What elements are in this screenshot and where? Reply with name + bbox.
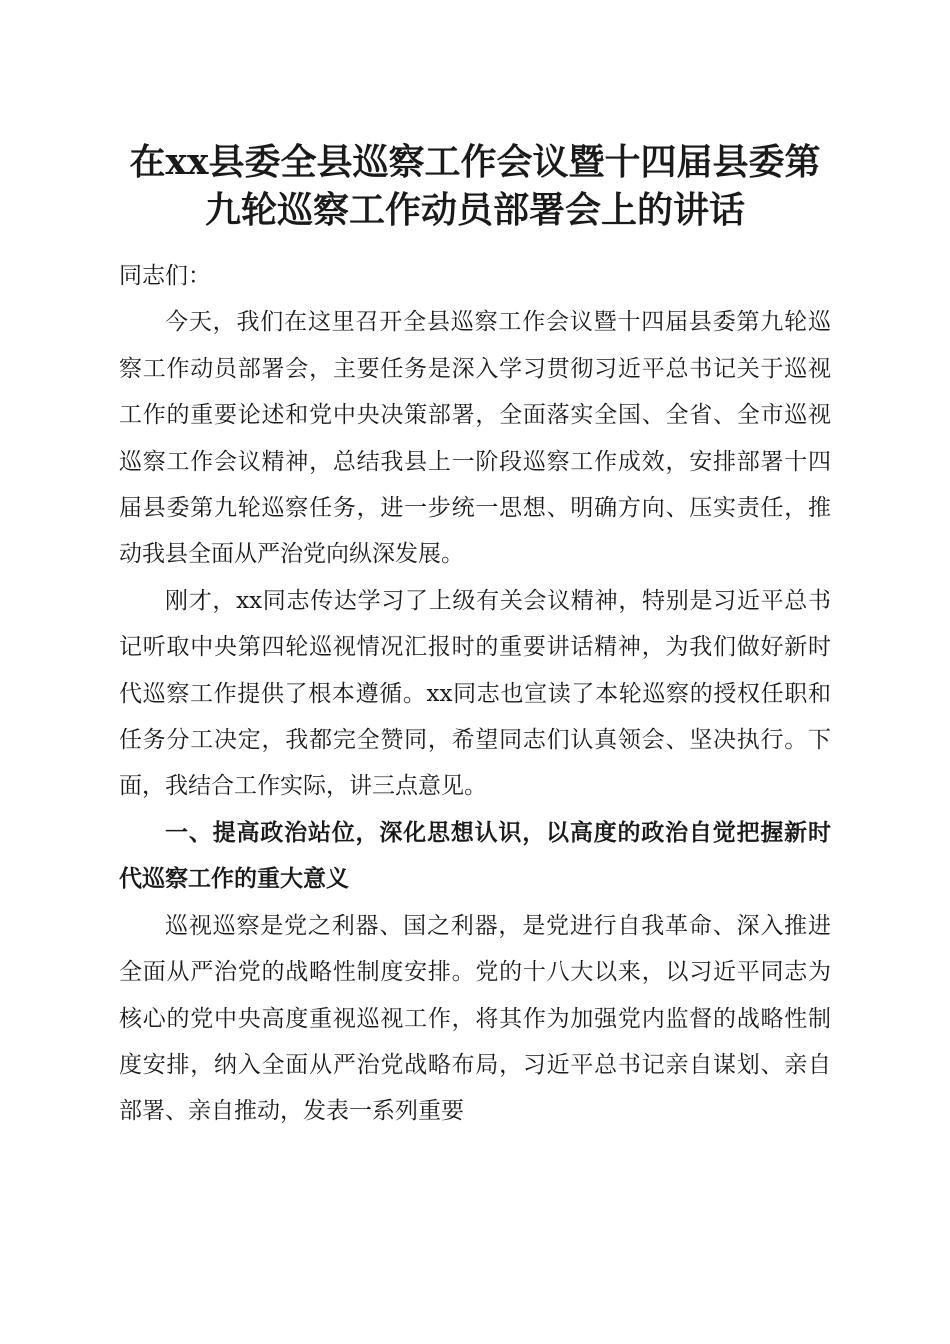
document-body <box>119 253 831 1135</box>
greeting: 同志们： <box>119 263 211 289</box>
paragraph-section-1: 巡视巡察是党之利器、国之利器，是党进行自我革命、深入推进全面从严治党的战略性制度安排。党的十八大以来，以习近平同志为核心的党中央高度重视巡视工作，将其作为加强党内监督的战略性制度安排，纳入全面从严治党战略布局，习近平总书记亲自谋划、亲自部署、亲自推动，发表一系列重要 <box>119 912 831 1125</box>
document-title <box>110 138 840 234</box>
title-line-2: 九轮巡察工作动员部署会上的讲话 <box>204 189 745 231</box>
paragraph-opening: 今天，我们在这里召开全县巡察工作会议暨十四届县委第九轮巡察工作动员部署会，主要任务是深入学习贯彻习近平总书记关于巡视工作的重要论述和党中央决策部署，全面落实全国、全省、全市巡视巡察工作会议精神，总结我县上一阶段巡察工作成效，安排部署十四届县委第九轮巡察任务，进一步统一思想、明确方向、压实责任，推动我县全面从严治党向纵深发展。 <box>119 309 831 568</box>
paragraph-briefing: 刚才，xx同志传达学习了上级有关会议精神，特别是习近平总书记听取中央第四轮巡视情况汇报时的重要讲话精神，为我们做好新时代巡察工作提供了根本遵循。xx同志也宣读了本轮巡察的授权任职和任务分工决定，我都完全赞同，希望同志们认真领会、坚决执行。下面，我结合工作实际，讲三点意见。 <box>119 587 831 800</box>
section-heading-1: 一、提高政治站位，深化思想认识，以高度的政治自觉把握新时代巡察工作的重大意义 <box>119 819 831 893</box>
title-line-1: 在xx县委全县巡察工作会议暨十四届县委第 <box>129 141 821 183</box>
